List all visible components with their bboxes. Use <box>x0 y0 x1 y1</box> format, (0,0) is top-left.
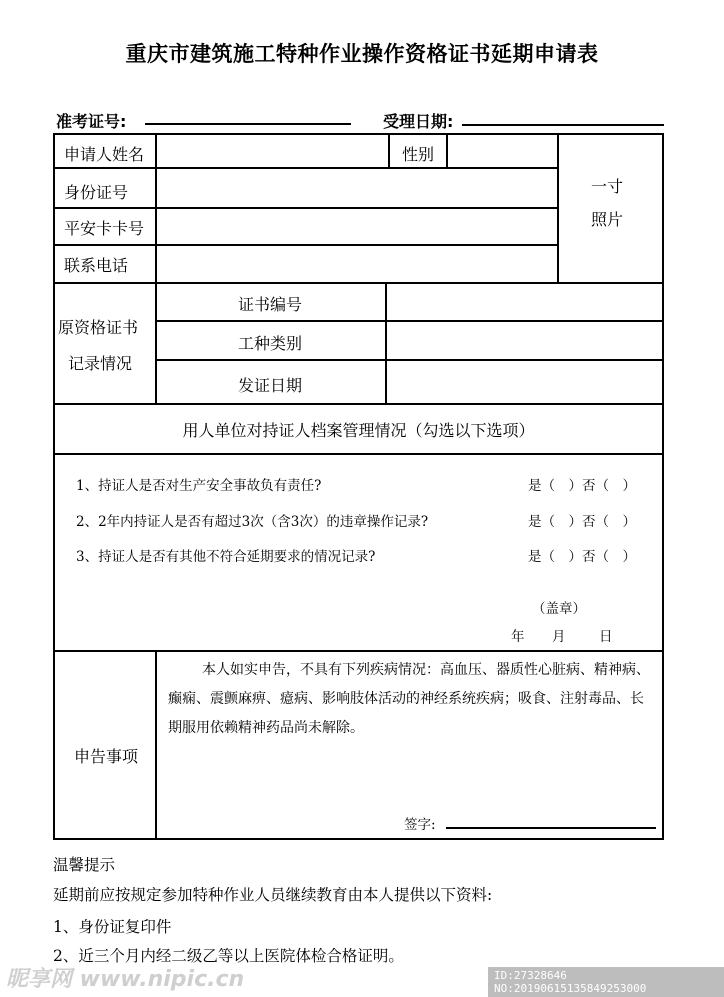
tip-heading: 温馨提示 <box>53 856 116 874</box>
phone-field[interactable] <box>158 247 554 280</box>
safety-card-field[interactable] <box>158 210 554 242</box>
photo-label-line2: 照片 <box>591 210 624 229</box>
question-2-yes-no[interactable]: 是（ ）否（ ） <box>528 514 636 530</box>
tip-item-1: 1、身份证复印件 <box>53 918 172 936</box>
exam-no-label: 准考证号: <box>56 112 127 131</box>
date-day: 日 <box>599 629 613 645</box>
job-type-label: 工种类别 <box>238 334 303 353</box>
applicant-name-label: 申请人姓名 <box>64 145 145 164</box>
employer-section-heading: 用人单位对持证人档案管理情况（勾选以下选项） <box>182 421 535 440</box>
original-cert-label-line2: 记录情况 <box>68 354 133 373</box>
seal-label: （盖章） <box>532 601 586 617</box>
gender-label: 性别 <box>402 145 435 164</box>
original-cert-label-line1: 原资格证书 <box>58 318 139 337</box>
id-number-field[interactable] <box>158 171 554 205</box>
id-number-label: 身份证号 <box>64 183 129 202</box>
date-month: 月 <box>552 629 566 645</box>
watermark-logo: 昵享网 www.nipic.cn <box>6 967 245 992</box>
cert-number-field[interactable] <box>389 286 661 318</box>
signature-field[interactable] <box>446 827 656 829</box>
employer-question-2: 2、2年内持证人是否有超过3次（含3次）的违章操作记录? <box>76 514 429 530</box>
declaration-text: 本人如实申告，不具有下列疾病情况：高血压、器质性心脏病、精神病、癫痫、震颤麻痹、癔病、影响肢体活动的神经系统疾病；吸食、注射毒品、长期服用依赖精神药品尚未解除。 <box>168 662 650 736</box>
accept-date-label: 受理日期: <box>383 112 454 131</box>
issue-date-label: 发证日期 <box>238 376 303 395</box>
tip-item-2: 2、近三个月内经二级乙等以上医院体检合格证明。 <box>53 947 404 965</box>
employer-question-3: 3、持证人是否有其他不符合延期要求的情况记录? <box>76 549 376 565</box>
signature-label: 签字: <box>404 817 436 833</box>
date-year: 年 <box>511 629 525 645</box>
accept-date-field[interactable] <box>462 124 664 126</box>
declaration-label: 申告事项 <box>74 747 139 766</box>
gender-field[interactable] <box>450 136 554 166</box>
tip-intro: 延期前应按规定参加特种作业人员继续教育由本人提供以下资料: <box>53 886 493 904</box>
exam-no-field[interactable] <box>145 123 351 125</box>
safety-card-label: 平安卡卡号 <box>64 219 145 238</box>
cert-number-label: 证书编号 <box>238 295 303 314</box>
watermark-id: ID:27328646 NO:20190615135849253000 <box>488 967 724 997</box>
job-type-field[interactable] <box>389 324 661 357</box>
issue-date-field[interactable] <box>389 363 661 401</box>
photo-label-line1: 一寸 <box>591 177 624 196</box>
question-1-yes-no[interactable]: 是（ ）否（ ） <box>528 478 636 494</box>
question-3-yes-no[interactable]: 是（ ）否（ ） <box>528 549 636 565</box>
phone-label: 联系电话 <box>64 256 129 275</box>
employer-question-1: 1、持证人是否对生产安全事故负有责任? <box>76 478 322 494</box>
applicant-name-field[interactable] <box>158 136 386 166</box>
page-title: 重庆市建筑施工特种作业操作资格证书延期申请表 <box>125 42 599 66</box>
